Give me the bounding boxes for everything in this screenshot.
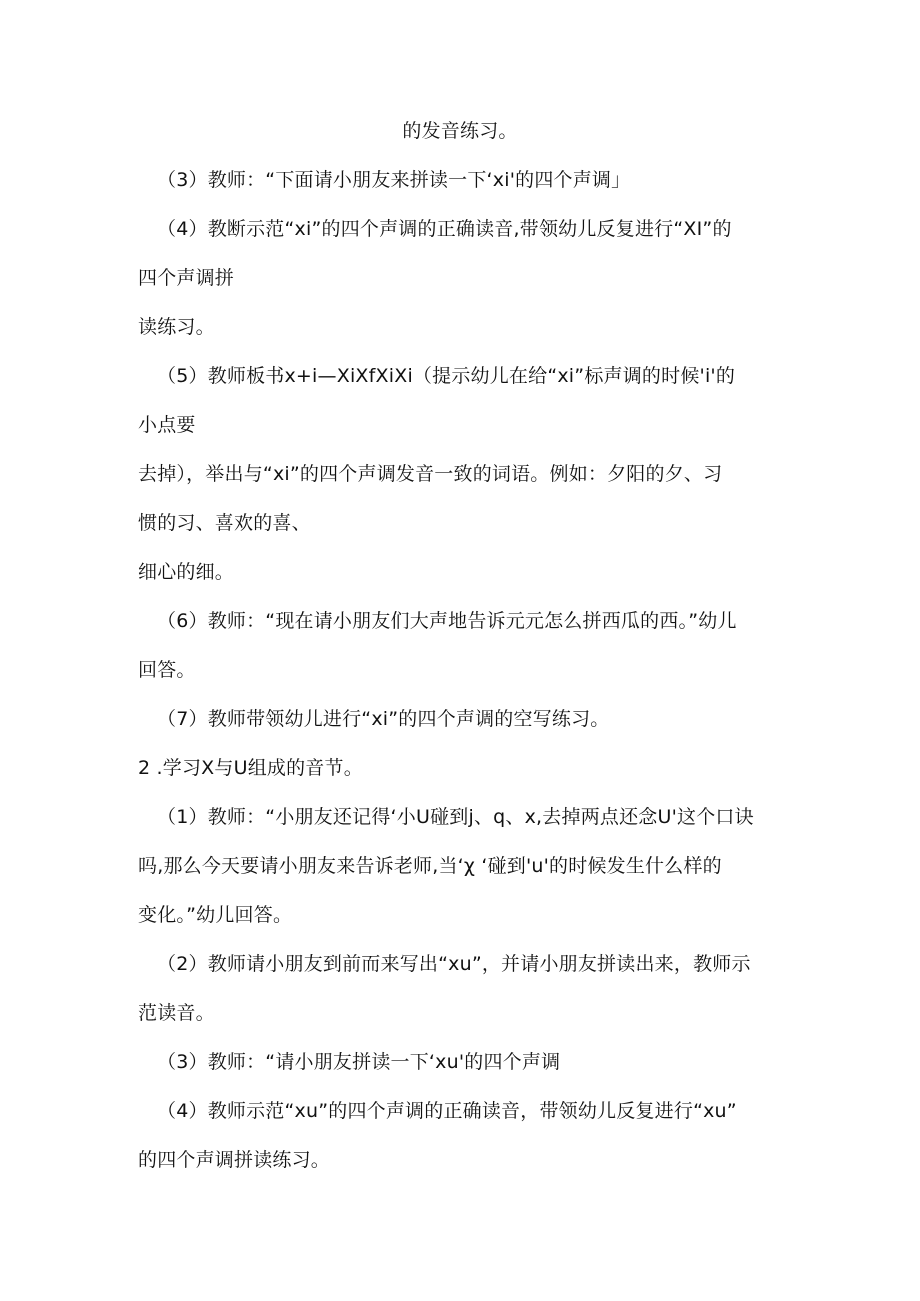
text-line: （6）教师：“现在请小朋友们大声地告诉元元怎么拼西瓜的西。”幼儿: [157, 610, 737, 632]
text-line: 变化。”幼儿回答。: [138, 904, 293, 926]
text-line: 惯的习、喜欢的喜、: [138, 512, 311, 534]
text-line: （1）教师：“小朋友还记得‘小U碰到j、q、x,去掉两点还念U'这个口诀: [157, 806, 754, 828]
text-line: 范读音。: [138, 1002, 215, 1024]
text-line: （7）教师带领幼儿进行“xi”的四个声调的空写练习。: [157, 708, 610, 730]
text-line: （5）教师板书x+i—XiXfXiXi（提示幼儿在给“xi”标声调的时候'i'的: [157, 365, 736, 387]
text-line: （3）教师：“请小朋友拼读一下‘xu'的四个声调: [157, 1051, 561, 1073]
text-line: 小点要: [138, 414, 196, 436]
text-line: 的发音练习。: [402, 120, 518, 142]
text-line: 去掉），举出与“xi”的四个声调发音一致的词语。例如：夕阳的夕、习: [138, 463, 723, 485]
text-line: 2 .学习X与U组成的音节。: [138, 757, 363, 779]
text-line: （4）教断示范“xi”的四个声调的正确读音,带领幼儿反复进行“XI”的: [157, 218, 732, 240]
text-line: （4）教师示范“xu”的四个声调的正确读音，带领幼儿反复进行“xu”: [157, 1100, 737, 1122]
text-line: 吗,那么今天要请小朋友来告诉老师,当‘χ ‘碰到'u'的时候发生什么样的: [138, 855, 722, 877]
text-line: （3）教师：“下面请小朋友来拼读一下‘xi'的四个声调」: [157, 169, 631, 191]
text-line: 读练习。: [138, 316, 215, 338]
text-line: 四个声调拼: [138, 267, 235, 289]
text-line: 回答。: [138, 659, 196, 681]
text-line: 的四个声调拼读练习。: [138, 1149, 331, 1171]
text-line: （2）教师请小朋友到前而来写出“xu”，并请小朋友拼读出来，教师示: [157, 953, 751, 975]
text-line: 细心的细。: [138, 561, 235, 583]
